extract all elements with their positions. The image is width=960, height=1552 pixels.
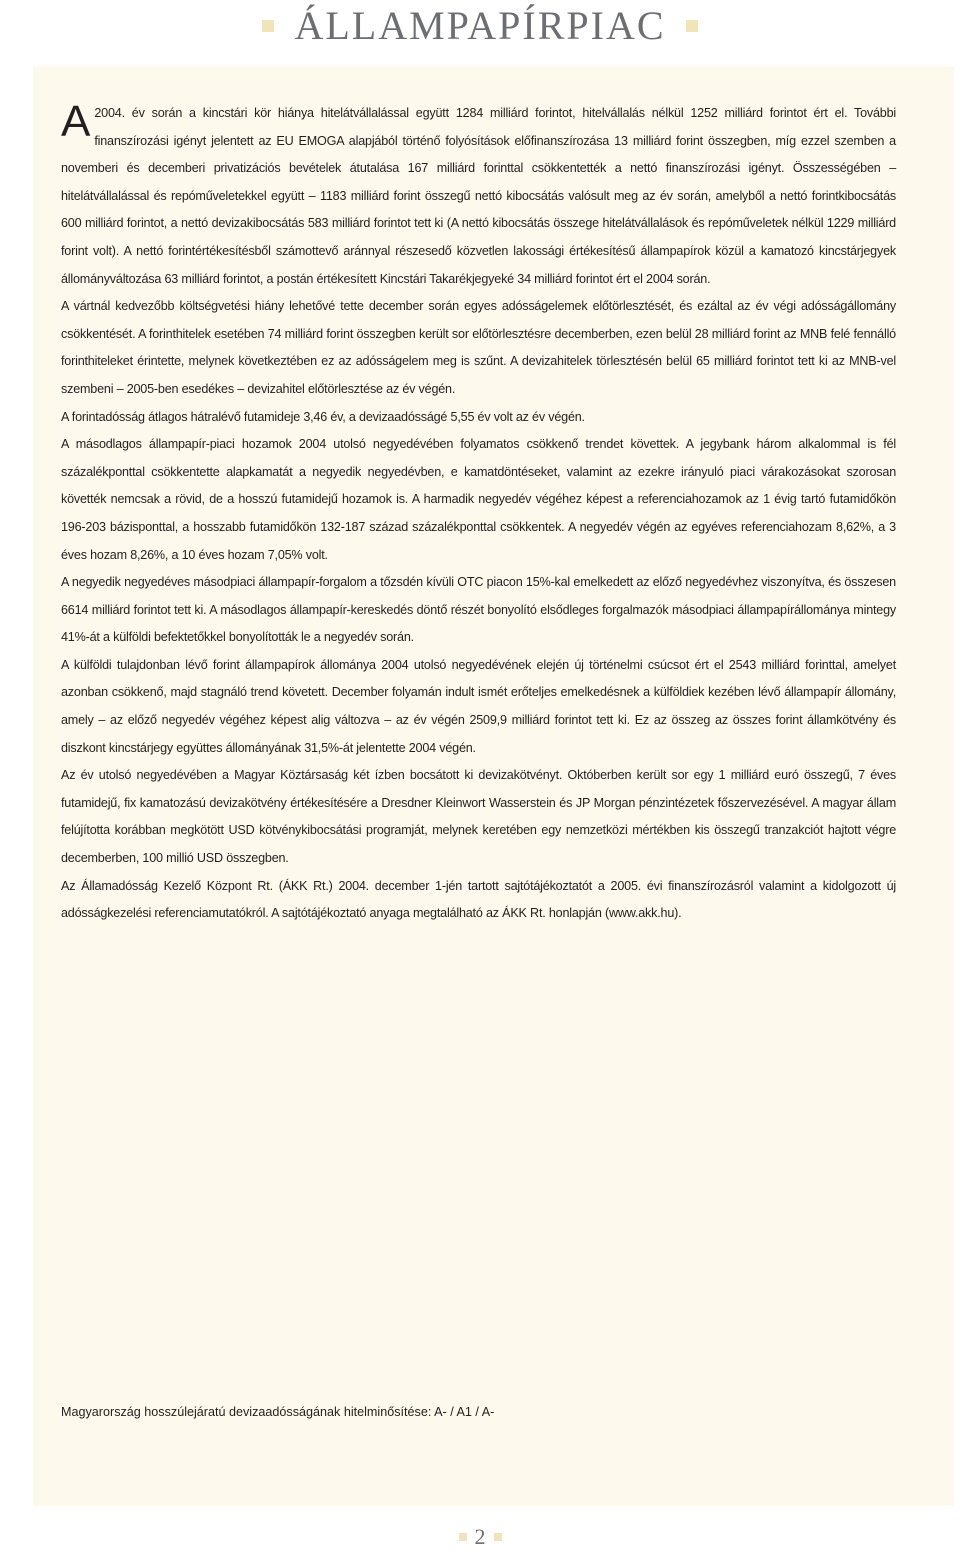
- square-ornament-icon: [262, 20, 274, 32]
- paragraph-3: A forintadósság átlagos hátralévő futamideje 3,46 év, a devizaadósságé 5,55 év volt az év végén.: [61, 409, 585, 424]
- paragraph-2: A vártnál kedvezőbb költségvetési hiány lehetővé tette december során egyes adósságelemek előtörlesztését, és ezáltal az év végi adósságállomány csökkentését. A forinthitelek esetében 74 milliárd forint összegben került sor előtörlesztésre decemberben, ezen belül 28 milliárd forint az MNB felé fennálló forinthiteleket érintette, melynek következtében ez az adósságelem meg is szűnt. A devizahitelek törlesztésén belül 65 milliárd forintot tett ki az MNB-vel szembeni – 2005-ben esedékes – devizahitel előtörlesztése az év végén.: [61, 299, 896, 396]
- page-title: ÁLLAMPAPÍRPIAC: [294, 3, 666, 48]
- page-header: [0, 0, 960, 52]
- square-ornament-icon: [494, 1533, 502, 1541]
- page-number: 2: [474, 1524, 486, 1549]
- square-ornament-icon: [686, 20, 698, 32]
- drop-cap: A: [61, 97, 91, 146]
- paragraph-1: [61, 97, 896, 293]
- paragraph-7: Az év utolsó negyedévében a Magyar Köztársaság két ízben bocsátott ki devizakötvényt. Októberben került sor egy 1 milliárd euró összegű, 7 éves futamidejű, fix kamatozású devizakötvény értékesítésére a Dresdner Kleinwort Wasserstein és JP Morgan pénzintézetek főszervezésével. A magyar állam felújította korábban megkötött USD kötvénykibocsátási programját, melynek keretében egy nemzetközi mértékben kis összegű tranzakciót hajtott végre decemberben, 100 millió USD összegben.: [61, 768, 896, 866]
- paragraph-6: A külföldi tulajdonban lévő forint állampapírok állománya 2004 utolsó negyedévének elején új történelmi csúcsot ért el 2543 milliárd forinttal, amelyet azonban csökkenő, majd stagnáló trend követett. December folyamán indult ismét erőteljes emelkedésnek a külföldiek kezében lévő állampapír állomány, amely – az előző negyedév végéhez képest alig változva – az év végén 2509,9 milliárd forintot tett ki. Ez az összeg az összes forint államkötvény és diszkont kincstárjegy együttes állományának 31,5%-át jelentette 2004 végén.: [61, 657, 896, 755]
- paragraph-text: 2004. év során a kincstári kör hiánya hitelátvállalással együtt 1284 milliárd forintot, hitelvállalás nélkül 1252 milliárd forintot ért el. További finanszírozási igényt jelentett az EU EMOGA alapjából történő folyósítások előfinanszírozása 13 milliárd forint összegben, míg ezzel szemben a novemberi és decemberi privatizációs bevételek átutalása 167 milliárd forinttal csökkentették a nettó finanszírozási igényt. Összességében – hitelátvállalással és repóműveletekkel együtt – 1183 milliárd forint összegű nettó kibocsátás valósult meg az év során, amelyből a nettó forintkibocsátás 600 milliárd forintot, a nettó devizakibocsátás 583 milliárd forintot tett ki (A nettó kibocsátás összege hitelátvállalások és repóműveletek nélkül 1229 milliárd forint volt). A nettó forintértékesítésből számottevő aránnyal részesedő közvetlen lakossági értékesítésű állampapírok közül a kamatozó kincstárjegyek állományváltozása 63 milliárd forintot, a postán értékesített Kincstári Takarékjegyeké 34 milliárd forintot ért el 2004 során.: [61, 106, 896, 286]
- paragraph-5: A negyedik negyedéves másodpiaci állampapír-forgalom a tőzsdén kívüli OTC piacon 15%-kal emelkedett az előző negyedévhez viszonyítva, és összesen 6614 milliárd forintot tett ki. A másodlagos állampapír-kereskedés döntő részét bonyolító elsődleges forgalmazók másodpiaci állampapírállománya mintegy 41%-át a külföldi befektetőkkel bonyolították le a negyedév során.: [61, 575, 896, 645]
- paragraph-8: Az Államadósság Kezelő Központ Rt. (ÁKK Rt.) 2004. december 1-jén tartott sajtótájékoztatót a 2005. évi finanszírozásról valamint a kidolgozott új adósságkezelési referenciamutatókról. A sajtótájékoztató anyaga megtalálható az ÁKK Rt. honlapján (www.akk.hu).: [61, 878, 896, 921]
- article-body: [61, 97, 896, 928]
- paragraph-4: A másodlagos állampapír-piaci hozamok 2004 utolsó negyedévében folyamatos csökkenő trendet követtek. A jegybank három alkalommal is fél százalékponttal csökkentette alapkamatát a negyedik negyedévben, e kamatdöntéseket, valamint az ezekre irányuló piaci várakozásokat szorosan követték nemcsak a rövid, de a hosszú futamidejű hozamok is. A harmadik negyedév végéhez képest a referenciahozamok az 1 évig tartó futamidőkön 196-203 bázisponttal, a hosszabb futamidőkön 132-187 század százalékponttal csökkentek. A negyedév végén az egyéves referenciahozam 8,62%, a 3 éves hozam 8,26%, a 10 éves hozam 7,05% volt.: [61, 437, 896, 562]
- page-footer: [0, 1522, 960, 1552]
- credit-rating-note: Magyarország hosszúlejáratú devizaadósságának hitelminősítése: A- / A1 / A-: [61, 1405, 495, 1419]
- square-ornament-icon: [459, 1533, 467, 1541]
